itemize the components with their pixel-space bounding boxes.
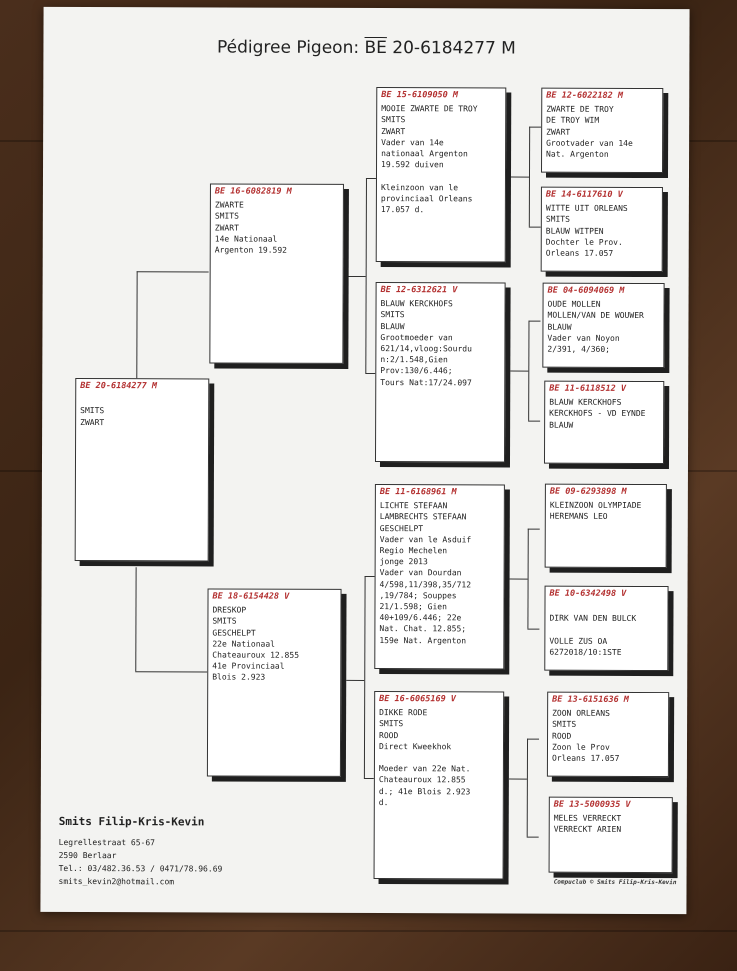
connector-line (365, 576, 375, 577)
owner-block (59, 815, 223, 889)
pigeon-card-ggp-8 (549, 797, 673, 873)
page-title (43, 37, 689, 59)
connector-line (365, 178, 367, 373)
pigeon-card-father (209, 183, 344, 363)
connector-line (348, 276, 366, 277)
pigeon-details: BLAUW KERCKHOFS KERCKHOFS - VD EYNDE BLAUW (549, 397, 646, 430)
pigeon-card-subject (75, 378, 210, 561)
ring-number: BE 11-6118512 V (549, 383, 627, 394)
ring-number: BE 14-6117610 V (545, 189, 623, 200)
connector-line (527, 739, 528, 837)
ring-number: BE 16-6082819 M (214, 186, 292, 197)
pigeon-details: LICHTE STEFAAN LAMBRECHTS STEFAAN GESCHELPT Vader van le Asduif Regio Mechelen jonge 2013 Vader van Dourdan 4/598,11/398,35/712 ,19/784; Souppes 21/1.598; Gien 40+109/6.446; 22e Nat. Chat. 12.855; 159e Nat. Argenton (379, 501, 472, 645)
owner-phone: Tel.: 03/482.36.53 / 0471/78.96.69 (58, 863, 223, 874)
connector-line (528, 421, 540, 422)
ring-number: BE 20-6184277 M (80, 381, 158, 392)
pigeon-details: ZWARTE DE TROY DE TROY WIM ZWART Grootvader van 14e Nat. Argenton (546, 104, 633, 159)
connector-line (509, 779, 527, 780)
pigeon-details: DIKKE RODE SMITS ROOD Direct Kweekhok Moeder van 22e Nat. Chateauroux 12.855 d.; 41e Blois 2.923 d. (378, 708, 471, 807)
pigeon-details: OUDE MOLLEN MOLLEN/VAN DE WOUWER BLAUW Vader van Noyon 2/391, 4/360; (547, 299, 644, 354)
connector-line (529, 127, 541, 128)
pigeon-details: MELES VERRECKT VERRECKT ARIEN (553, 813, 622, 835)
connector-line (527, 739, 539, 740)
connector-line (528, 321, 529, 421)
connector-line (137, 271, 209, 272)
pigeon-card-maternal-grandmother (374, 691, 505, 879)
connector-line (364, 778, 374, 779)
pigeon-details: WITTE UIT ORLEANS SMITS BLAUW WITPEN Dochter le Prov. Orleans 17.057 (545, 203, 628, 258)
pigeon-card-ggp-2 (541, 187, 663, 272)
pigeon-card-ggp-7 (547, 692, 669, 777)
ring-number: BE 04-6094069 M (547, 285, 625, 296)
pigeon-details: ZOON ORLEANS SMITS ROOD Zoon le Prov Orleans 17.057 (551, 708, 620, 763)
ring-number: BE 12-6312621 V (380, 285, 458, 296)
pigeon-card-ggp-6 (544, 586, 668, 671)
connector-line (346, 680, 364, 681)
pigeon-card-ggp-3 (542, 283, 664, 368)
pigeon-card-maternal-grandfather (374, 484, 505, 669)
connector-line (135, 671, 207, 672)
connector-line (529, 127, 530, 227)
owner-email: smits_kevin2@hotmail.com (58, 876, 175, 887)
title-ring-number: 20-6184277 M (392, 38, 516, 59)
ring-number: BE 10-6342498 V (549, 588, 627, 599)
pigeon-details: ZWARTE SMITS ZWART 14e Nationaal Argenton 19.592 (214, 200, 287, 255)
pigeon-card-paternal-grandmother (375, 282, 506, 462)
title-country: $\overline{BE}$ (364, 37, 387, 59)
ring-number: BE 18-6154428 V (212, 591, 290, 602)
connector-line (511, 177, 529, 178)
ring-number: BE 12-6022182 M (546, 90, 624, 101)
pigeon-card-ggp-1 (541, 88, 663, 173)
connector-line (510, 579, 528, 580)
connector-line (528, 321, 540, 322)
pigeon-card-paternal-grandfather (376, 87, 507, 262)
pigeon-details: SMITS ZWART (80, 395, 105, 427)
connector-line (366, 178, 376, 179)
ring-number: BE 13-5000935 V (553, 799, 631, 810)
connector-line (135, 567, 136, 671)
connector-line (527, 837, 539, 838)
connector-line (364, 576, 366, 778)
title-prefix: Pédigree Pigeon: (216, 37, 365, 58)
connector-line (510, 371, 528, 372)
connector-line (528, 529, 540, 530)
pigeon-details: BLAUW KERCKHOFS SMITS BLAUW Grootmoeder van 621/14,vloog:Sourdu n:2/1.548,Gien Prov:130/6.446; Tours Nat:17/24.097 (380, 299, 472, 387)
ring-number: BE 16-6065169 V (379, 694, 456, 705)
connector-line (529, 227, 541, 228)
pigeon-card-mother (207, 588, 342, 776)
pigeon-details: DRESKOP SMITS GESCHELPT 22e Nationaal Chateauroux 12.855 41e Provinciaal Blois 2.923 (212, 605, 300, 683)
owner-name: Smits Filip-Kris-Kevin (58, 814, 205, 829)
pigeon-details: DIRK VAN DEN BULCK VOLLE ZUS OA 6272018/10:1STE (549, 602, 637, 657)
connector-line (527, 629, 539, 630)
owner-street: Legrellestraat 65-67 (58, 837, 156, 848)
pigeon-details: KLEINZOON OLYMPIADE HEREMANS LEO (549, 500, 642, 522)
pigeon-details: MOOIE ZWARTE DE TROY SMITS ZWART Vader van 14e nationaal Argenton 19.592 duiven Kleinzoon van le provinciaal Orleans 17.057 d. (380, 104, 478, 215)
connector-line (365, 373, 375, 374)
owner-city: 2590 Berlaar (58, 850, 117, 861)
pedigree-sheet (40, 7, 689, 914)
connector-line (527, 529, 528, 629)
pigeon-card-ggp-5 (545, 484, 667, 568)
ring-number: BE 13-6151636 M (552, 694, 629, 705)
ring-number: BE 09-6293898 M (549, 486, 627, 497)
connector-line (136, 271, 137, 383)
ring-number: BE 15-6109050 M (381, 90, 459, 101)
pigeon-card-ggp-4 (544, 381, 664, 464)
ring-number: BE 11-6168961 M (379, 487, 457, 498)
footer-credit: Compuclub © Smits Filip-Kris-Kevin (553, 878, 677, 887)
